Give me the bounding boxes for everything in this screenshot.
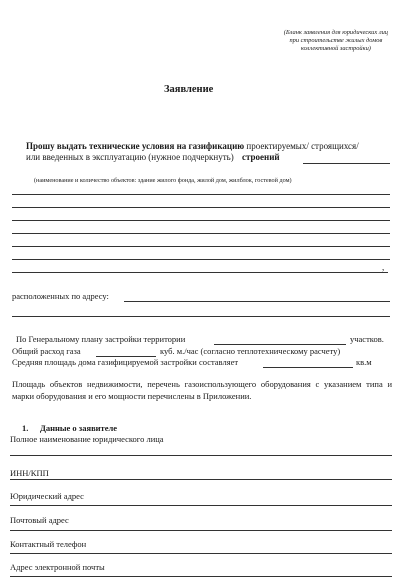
legal-address-label: Юридический адрес [10,491,84,501]
form-type-note-line-2: при строительстве жилых домов [289,37,383,44]
avg-area-field[interactable] [263,367,353,368]
request-line-2 [26,152,280,162]
address-label: расположенных по адресу: [12,291,109,301]
section-number: 1. [22,423,29,433]
phone-label: Контактный телефон [10,539,87,549]
email-label: Адрес электронной почты [10,562,105,572]
request-line-1 [26,141,359,151]
objects-comma: , [382,262,385,272]
form-type-note [284,29,388,53]
plan-line-3-label: Средняя площадь дома газифицируемой застройки составляет [12,357,239,367]
address-field-line-2[interactable] [12,316,390,317]
objects-field-line-4[interactable] [12,233,390,234]
objects-field-line-6[interactable] [12,259,390,260]
plan-line-1-unit: участков. [350,334,384,344]
form-type-note-line-1: (Бланк заявления для юридических лиц [283,29,388,36]
plots-count-field[interactable] [214,344,346,345]
area-paragraph: Площадь объектов недвижимости, перечень газоиспользующего оборудования с указанием типа и марки оборудования и его мощности перечислены в Приложении. [12,379,392,401]
request-bold-text: Прошу выдать технические условия на газификацию [26,141,245,151]
address-field-line-1[interactable] [124,301,390,302]
full-name-field[interactable] [10,455,392,456]
postal-address-label: Почтовый адрес [10,515,69,525]
full-name-label: Полное наименование юридического лица [10,434,164,444]
legal-address-field[interactable] [10,505,392,506]
email-field[interactable] [10,576,392,577]
objects-field-line-3[interactable] [12,220,390,221]
inn-kpp-field[interactable] [10,479,392,480]
plan-line-1-label: По Генеральному плану застройки территории [16,334,186,344]
form-type-note-line-3: коллективной застройки) [300,45,371,52]
objects-field-line-1[interactable] [12,194,390,195]
plan-line-2-label: Общий расход газа [12,346,81,356]
buildings-label: строений [242,152,280,162]
request-line-2-text: или введенных в эксплуатацию (нужное подчеркнуть) [26,152,234,162]
plan-line-2-unit: куб. м./час (согласно теплотехническому расчету) [160,346,341,356]
objects-field-line-2[interactable] [12,207,390,208]
objects-field-line-5[interactable] [12,246,390,247]
inn-kpp-label: ИНН/КПП [10,468,49,478]
objects-hint: (наименование и количество объектов: здание жилого фонда, жилой дом, жилблок, гостевой дом) [34,177,292,184]
plan-line-3-unit: кв.м [356,357,372,367]
section-heading: Данные о заявителе [40,423,118,433]
buildings-field[interactable] [303,163,390,164]
phone-field[interactable] [10,553,392,554]
document-title: Заявление [164,84,214,95]
postal-address-field[interactable] [10,530,392,531]
objects-field-line-7[interactable] [12,272,388,273]
request-rest-text: проектируемых/ строящихся/ [244,141,359,151]
